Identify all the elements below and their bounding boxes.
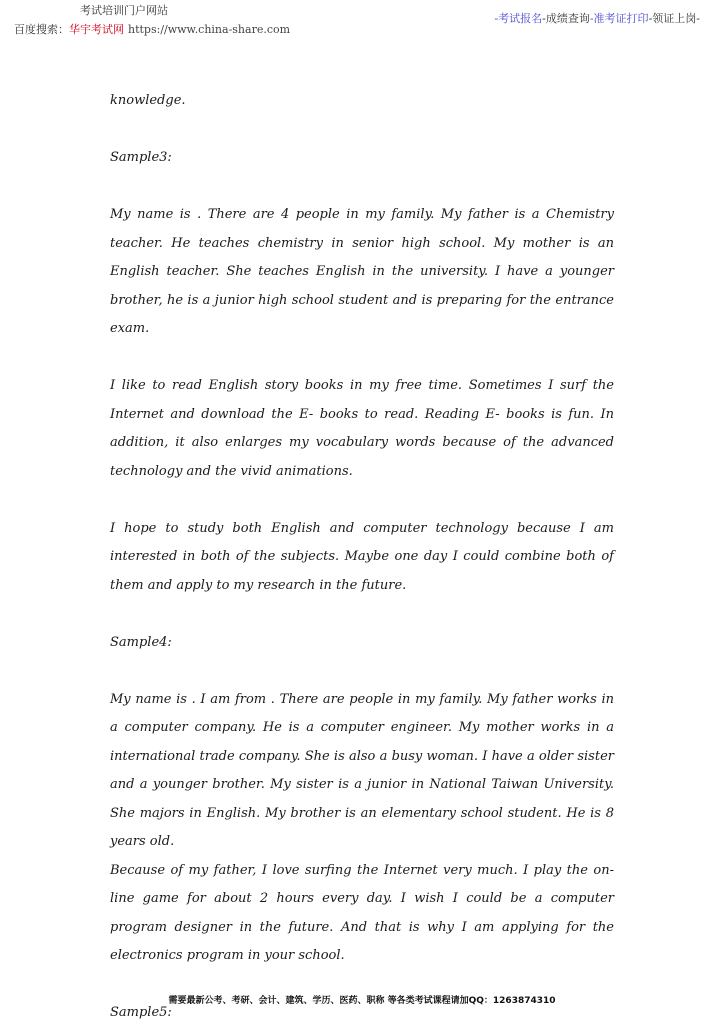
site-url[interactable]: https://www.china-share.com	[128, 23, 291, 36]
search-keyword[interactable]: 华宇考试网	[69, 23, 124, 36]
sample3-heading: Sample3:	[110, 150, 172, 165]
document-body	[110, 87, 614, 1028]
search-line	[14, 21, 290, 37]
site-name: 考试培训门户网站	[80, 4, 168, 17]
header-nav	[494, 10, 700, 26]
sample4-heading: Sample4:	[110, 634, 172, 650]
sample3-paragraph-3: I hope to study both English and computer technology because I am interested in both of the subjects. Maybe one day I could combine both of them and apply to my research in the future.	[110, 520, 614, 593]
nav-admission-ticket-link[interactable]: -准考证打印	[589, 12, 649, 25]
paragraph-continuation: knowledge.	[110, 93, 186, 108]
sample4-paragraph-2: Because of my father, I love surfing the Internet very much. I play the on-line game for about 2 hours every day. I wish I could be a computer program designer in the future. And that is why I am applying for the electronics program in your school.	[110, 862, 614, 963]
sample5-heading: Sample5:	[110, 1005, 172, 1020]
nav-score-query-link[interactable]: -成绩查询	[542, 12, 590, 25]
nav-certificate-link[interactable]: -领证上岗-	[648, 12, 700, 25]
sample3-paragraph-1: My name is . There are 4 people in my family. My father is a Chemistry teacher. He teaches chemistry in senior high school. My mother is an English teacher. She teaches English in the university. I have a younger brother, he is a junior high school student and is preparing for the entrance exam.	[110, 207, 614, 336]
sample3-paragraph-2: I like to read English story books in my free time. Sometimes I surf the Internet and download the E- books to read. Reading E- books is fun. In addition, it also enlarges my vocabulary words because of the advanced technology and the vivid animations.	[110, 378, 614, 479]
search-label: 百度搜索：	[14, 23, 69, 36]
footer-ad-text: 需要最新公考、考研、会计、建筑、学历、医药、职称 等各类考试课程请加QQ：1263874310	[168, 996, 556, 1006]
nav-exam-registration-link[interactable]: -考试报名	[494, 12, 543, 25]
sample4-paragraph-1: My name is . I am from . There are people in my family. My father works in a computer company. He is a computer engineer. My mother works in a international trade company. She is also a busy woman. I have a older sister and a younger brother. My sister is a junior in National Taiwan University. She majors in English. My brother is an elementary school student. He is 8 years old.	[110, 691, 614, 849]
